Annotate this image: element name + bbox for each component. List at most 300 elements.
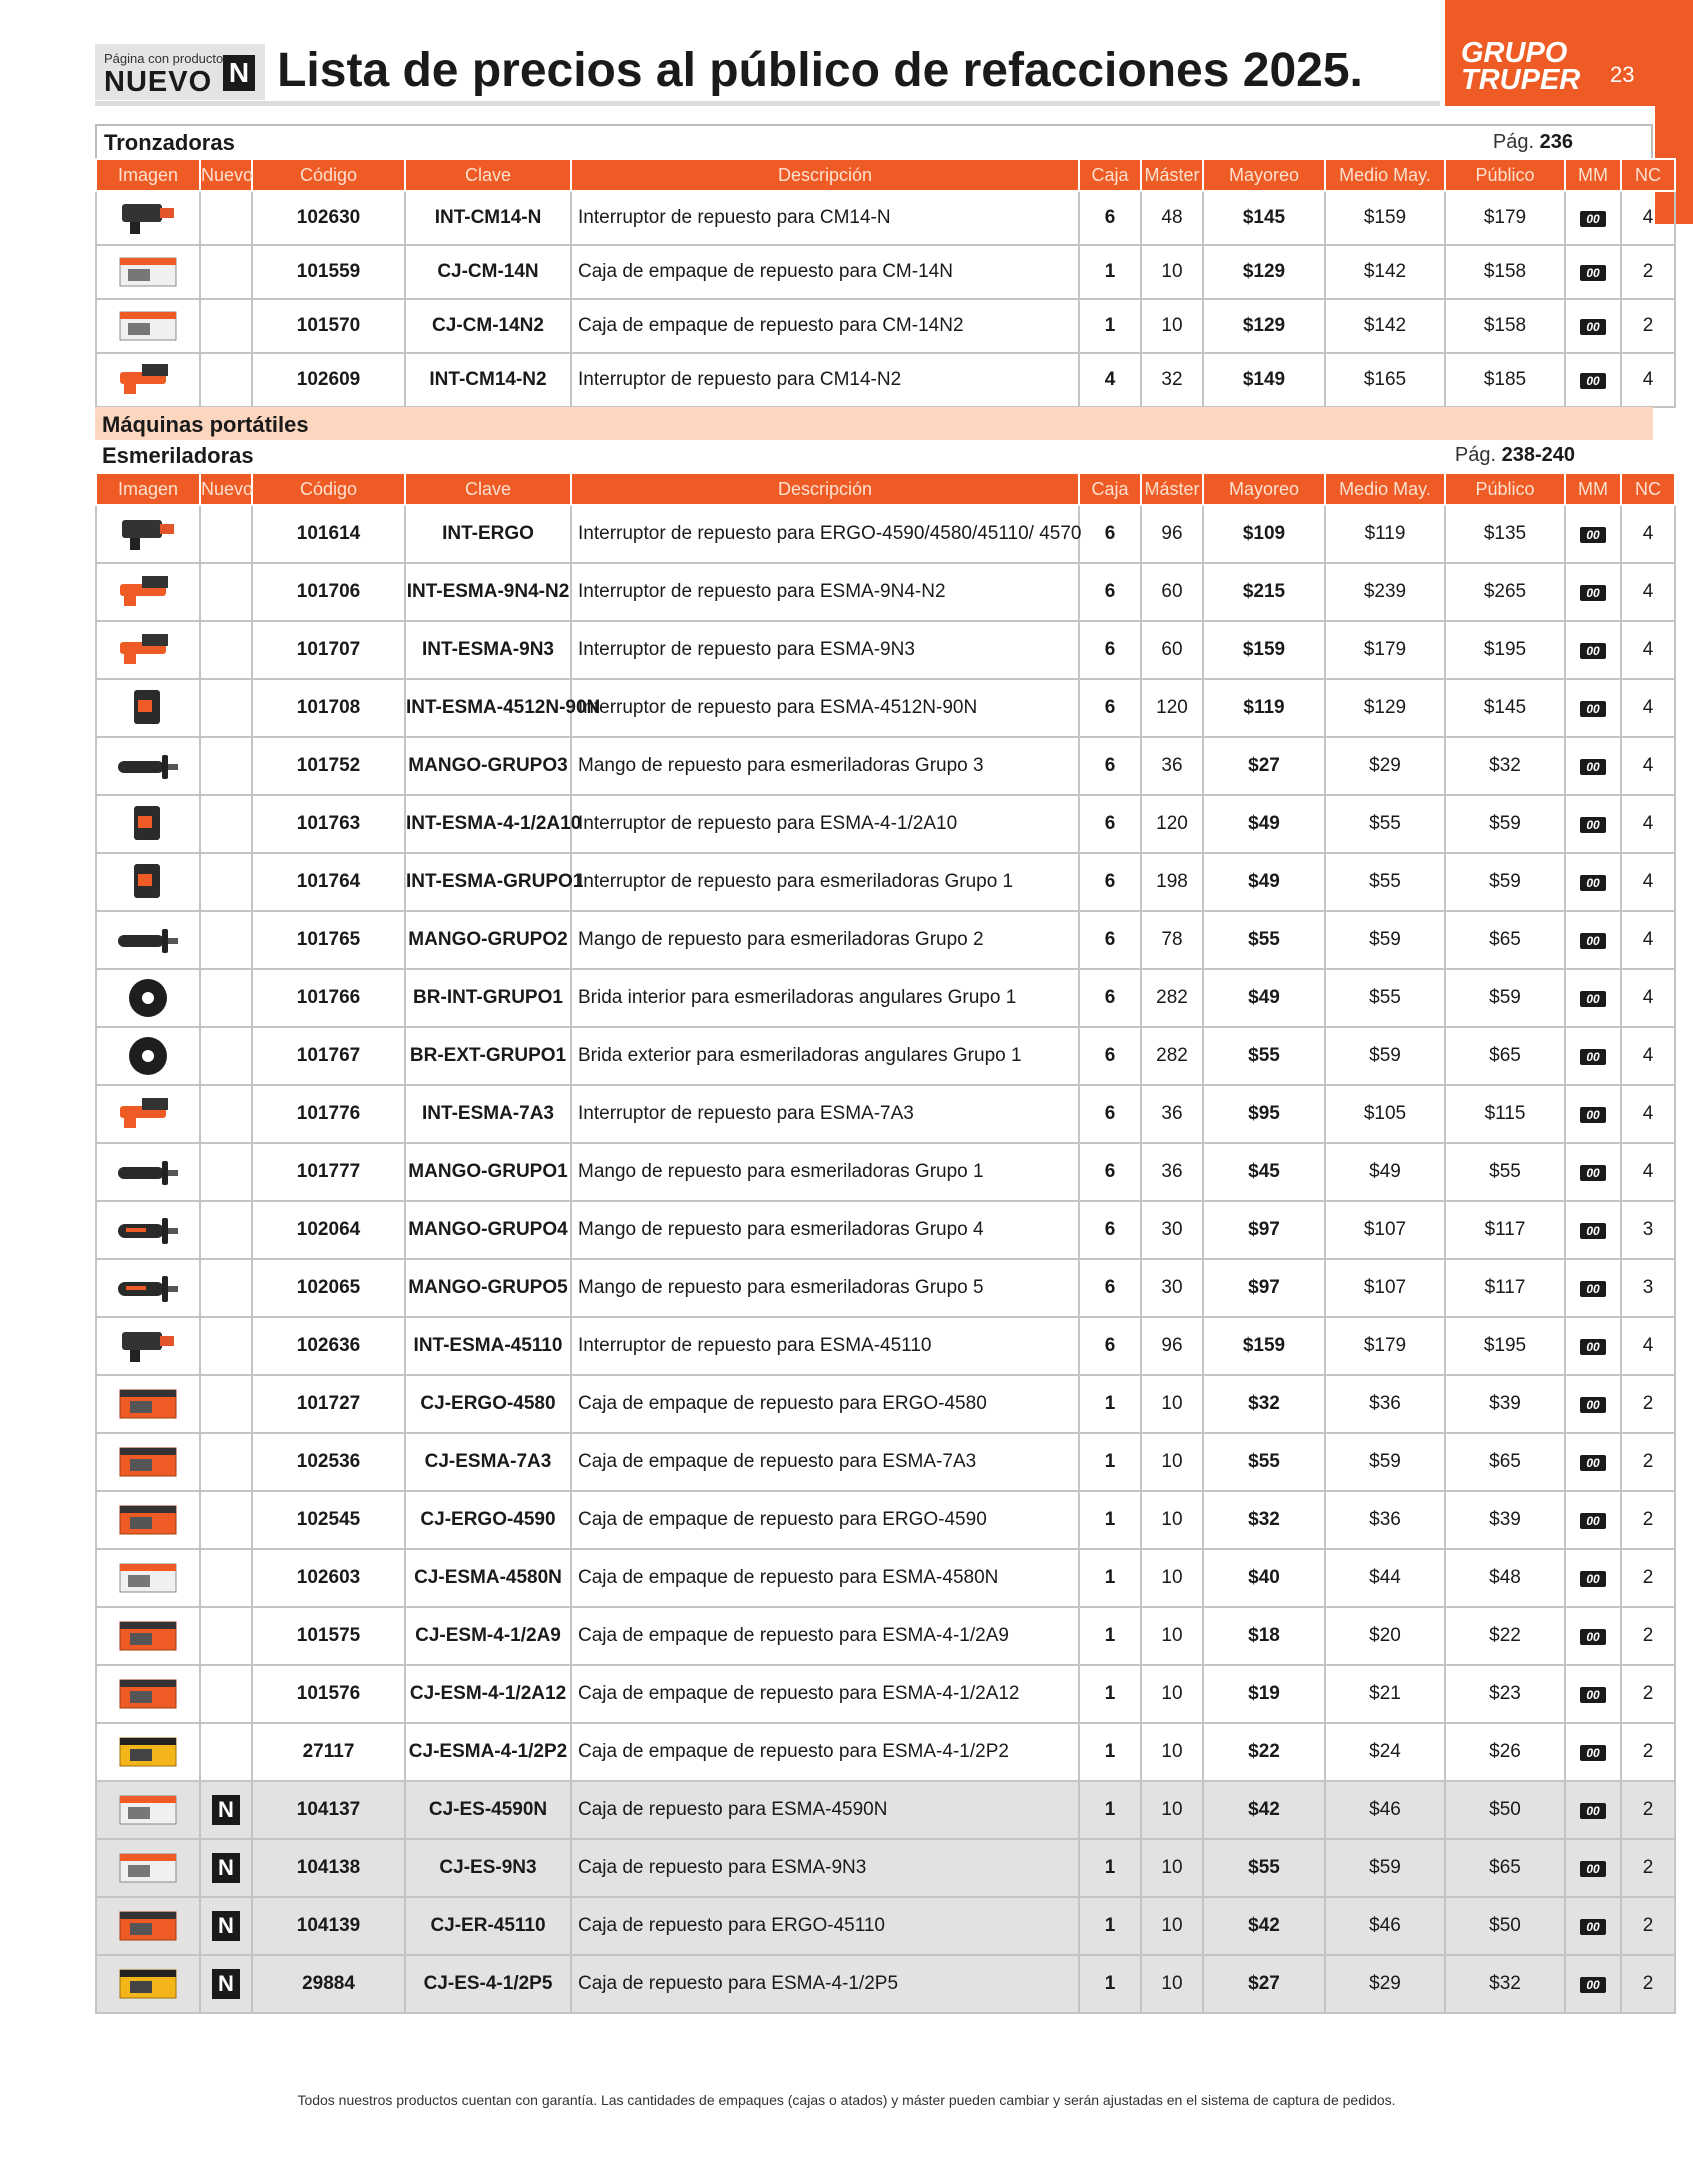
cell-mm	[1565, 853, 1621, 911]
column-header-caja: Caja	[1079, 473, 1141, 505]
cell-master: 10	[1141, 1839, 1203, 1897]
cell-mayoreo: $19	[1203, 1665, 1325, 1723]
cell-nuevo	[200, 245, 252, 299]
column-header-publico: Público	[1445, 473, 1565, 505]
cell-mayoreo: $22	[1203, 1723, 1325, 1781]
cell-desc: Interruptor de repuesto para ESMA-4-1/2A10	[571, 795, 1079, 853]
cell-desc: Brida exterior para esmeriladoras angulares Grupo 1	[571, 1027, 1079, 1085]
cell-nuevo	[200, 911, 252, 969]
cell-desc: Caja de empaque de repuesto para ERGO-4580	[571, 1375, 1079, 1433]
badge-letter: N	[223, 55, 255, 91]
column-header-img: Imagen	[96, 473, 200, 505]
brand-block	[1445, 0, 1693, 106]
table-row	[96, 679, 1675, 737]
mm-badge-icon: 00	[1580, 933, 1606, 949]
cell-mayoreo: $32	[1203, 1491, 1325, 1549]
mm-badge-icon: 00	[1580, 1165, 1606, 1181]
mm-badge-icon: 00	[1580, 265, 1606, 281]
mm-badge-icon: 00	[1580, 1049, 1606, 1065]
cell-nc: 2	[1621, 1897, 1675, 1955]
cell-caja: 6	[1079, 1027, 1141, 1085]
cell-caja: 1	[1079, 1491, 1141, 1549]
mm-badge-icon: 00	[1580, 1455, 1606, 1471]
cell-publico: $158	[1445, 299, 1565, 353]
cell-publico: $59	[1445, 795, 1565, 853]
cell-caja: 6	[1079, 969, 1141, 1027]
cell-clave: MANGO-GRUPO5	[405, 1259, 571, 1317]
cell-medio: $179	[1325, 1317, 1445, 1375]
cell-medio: $44	[1325, 1549, 1445, 1607]
cell-mayoreo: $149	[1203, 353, 1325, 407]
cell-publico: $59	[1445, 853, 1565, 911]
cell-caja: 1	[1079, 245, 1141, 299]
product-thumbnail	[96, 1143, 200, 1201]
cell-nc: 4	[1621, 679, 1675, 737]
cell-nc: 4	[1621, 621, 1675, 679]
cell-mayoreo: $40	[1203, 1549, 1325, 1607]
cell-clave: MANGO-GRUPO1	[405, 1143, 571, 1201]
cell-codigo: 102065	[252, 1259, 405, 1317]
column-header-mm: MM	[1565, 159, 1621, 191]
cell-desc: Mango de repuesto para esmeriladoras Grupo 1	[571, 1143, 1079, 1201]
cell-publico: $195	[1445, 1317, 1565, 1375]
cell-mm	[1565, 1955, 1621, 2013]
column-header-codigo: Código	[252, 473, 405, 505]
mm-badge-icon: 00	[1580, 1745, 1606, 1761]
mm-badge-icon: 00	[1580, 701, 1606, 717]
box-yellow-icon	[112, 1730, 184, 1774]
cell-nuevo	[200, 1143, 252, 1201]
cell-medio: $119	[1325, 505, 1445, 563]
box-yellow-icon	[112, 1962, 184, 2006]
mm-badge-icon: 00	[1580, 1223, 1606, 1239]
cell-master: 60	[1141, 563, 1203, 621]
cell-nc: 2	[1621, 1665, 1675, 1723]
table-row	[96, 1317, 1675, 1375]
cell-publico: $26	[1445, 1723, 1565, 1781]
cell-caja: 1	[1079, 1955, 1141, 2013]
table-row	[96, 911, 1675, 969]
price-table-tronzadoras	[95, 158, 1676, 408]
cell-caja: 6	[1079, 1259, 1141, 1317]
cell-medio: $24	[1325, 1723, 1445, 1781]
box-orange-icon	[112, 1498, 184, 1542]
brand-line2: TRUPER	[1461, 64, 1581, 96]
column-header-medio: Medio May.	[1325, 473, 1445, 505]
cell-clave: INT-ESMA-9N3	[405, 621, 571, 679]
product-thumbnail	[96, 1781, 200, 1839]
cell-nuevo	[200, 737, 252, 795]
cell-nc: 4	[1621, 1317, 1675, 1375]
cell-nc: 4	[1621, 1143, 1675, 1201]
cell-nuevo	[200, 1201, 252, 1259]
cell-caja: 1	[1079, 1433, 1141, 1491]
cell-mayoreo: $42	[1203, 1897, 1325, 1955]
cell-clave: CJ-ES-4590N	[405, 1781, 571, 1839]
cell-nc: 2	[1621, 1955, 1675, 2013]
cell-publico: $59	[1445, 969, 1565, 1027]
handle-orange-icon	[112, 1266, 184, 1310]
cell-nuevo	[200, 1839, 252, 1897]
cell-medio: $142	[1325, 245, 1445, 299]
cell-medio: $36	[1325, 1375, 1445, 1433]
cell-nuevo	[200, 353, 252, 407]
cell-nc: 4	[1621, 505, 1675, 563]
switch-icon	[112, 512, 184, 556]
product-thumbnail	[96, 1897, 200, 1955]
cell-mayoreo: $55	[1203, 1433, 1325, 1491]
cell-medio: $107	[1325, 1201, 1445, 1259]
cell-medio: $129	[1325, 679, 1445, 737]
cell-master: 10	[1141, 1781, 1203, 1839]
cell-medio: $59	[1325, 1433, 1445, 1491]
cell-nuevo	[200, 299, 252, 353]
cell-caja: 1	[1079, 299, 1141, 353]
cell-clave: INT-ESMA-45110	[405, 1317, 571, 1375]
cell-nc: 2	[1621, 1433, 1675, 1491]
cell-desc: Caja de empaque de repuesto para CM-14N	[571, 245, 1079, 299]
box-white-icon	[112, 304, 184, 348]
column-header-clave: Clave	[405, 159, 571, 191]
cell-master: 60	[1141, 621, 1203, 679]
section-title: Tronzadoras	[104, 130, 235, 155]
cell-mm	[1565, 737, 1621, 795]
cell-clave: MANGO-GRUPO2	[405, 911, 571, 969]
cell-caja: 1	[1079, 1549, 1141, 1607]
cell-codigo: 29884	[252, 1955, 405, 2013]
cell-mm	[1565, 1723, 1621, 1781]
switch-icon	[112, 196, 184, 240]
cell-clave: INT-CM14-N2	[405, 353, 571, 407]
cell-desc: Interruptor de repuesto para ESMA-4512N-90N	[571, 679, 1079, 737]
cell-publico: $22	[1445, 1607, 1565, 1665]
cell-desc: Caja de empaque de repuesto para ESMA-7A3	[571, 1433, 1079, 1491]
cell-codigo: 102609	[252, 353, 405, 407]
cell-mayoreo: $45	[1203, 1143, 1325, 1201]
cell-publico: $39	[1445, 1375, 1565, 1433]
cell-caja: 6	[1079, 853, 1141, 911]
cell-codigo: 102630	[252, 191, 405, 245]
cell-clave: CJ-ES-4-1/2P5	[405, 1955, 571, 2013]
cell-mm	[1565, 1607, 1621, 1665]
cell-mayoreo: $97	[1203, 1201, 1325, 1259]
cell-codigo: 101763	[252, 795, 405, 853]
cell-codigo: 102545	[252, 1491, 405, 1549]
cell-nuevo	[200, 969, 252, 1027]
cell-mm	[1565, 299, 1621, 353]
table-header-row	[96, 473, 1675, 505]
column-header-desc: Descripción	[571, 159, 1079, 191]
switch-orange-icon	[112, 570, 184, 614]
cell-caja: 6	[1079, 621, 1141, 679]
cell-medio: $107	[1325, 1259, 1445, 1317]
cell-caja: 6	[1079, 679, 1141, 737]
cell-nuevo	[200, 1607, 252, 1665]
cell-master: 48	[1141, 191, 1203, 245]
column-header-publico: Público	[1445, 159, 1565, 191]
cell-master: 10	[1141, 1607, 1203, 1665]
product-thumbnail	[96, 1607, 200, 1665]
cell-codigo: 101765	[252, 911, 405, 969]
box-white-icon	[112, 250, 184, 294]
cell-mayoreo: $27	[1203, 1955, 1325, 2013]
cell-nuevo	[200, 1027, 252, 1085]
nuevo-badge	[95, 44, 265, 100]
column-header-mayoreo: Mayoreo	[1203, 473, 1325, 505]
cell-clave: CJ-CM-14N2	[405, 299, 571, 353]
column-header-master: Máster	[1141, 473, 1203, 505]
cell-caja: 1	[1079, 1665, 1141, 1723]
cell-mm	[1565, 969, 1621, 1027]
cell-master: 96	[1141, 1317, 1203, 1375]
switch-block-icon	[112, 860, 184, 904]
column-header-nc: NC	[1621, 473, 1675, 505]
cell-master: 10	[1141, 1491, 1203, 1549]
brand-logo	[1461, 37, 1581, 96]
cell-clave: CJ-ES-9N3	[405, 1839, 571, 1897]
table-row	[96, 1433, 1675, 1491]
cell-caja: 6	[1079, 737, 1141, 795]
cell-mayoreo: $97	[1203, 1259, 1325, 1317]
table-row	[96, 353, 1675, 407]
cell-nc: 4	[1621, 1027, 1675, 1085]
cell-codigo: 101614	[252, 505, 405, 563]
cell-mm	[1565, 1317, 1621, 1375]
mm-badge-icon: 00	[1580, 373, 1606, 389]
mm-badge-icon: 00	[1580, 1571, 1606, 1587]
column-header-img: Imagen	[96, 159, 200, 191]
cell-medio: $55	[1325, 795, 1445, 853]
new-product-badge: N	[212, 1969, 240, 1999]
cell-nc: 4	[1621, 969, 1675, 1027]
cell-nc: 4	[1621, 737, 1675, 795]
section-tronzadoras	[95, 124, 1653, 158]
cell-medio: $105	[1325, 1085, 1445, 1143]
cell-nc: 4	[1621, 563, 1675, 621]
product-thumbnail	[96, 1375, 200, 1433]
mm-badge-icon: 00	[1580, 1629, 1606, 1645]
cell-mm	[1565, 1259, 1621, 1317]
product-thumbnail	[96, 911, 200, 969]
cell-nc: 2	[1621, 1781, 1675, 1839]
cell-mm	[1565, 505, 1621, 563]
cell-codigo: 101766	[252, 969, 405, 1027]
cell-desc: Interruptor de repuesto para ERGO-4590/4580/45110/ 4570	[571, 505, 1079, 563]
cell-caja: 6	[1079, 1143, 1141, 1201]
mm-badge-icon: 00	[1580, 817, 1606, 833]
cell-clave: BR-INT-GRUPO1	[405, 969, 571, 1027]
cell-publico: $50	[1445, 1897, 1565, 1955]
table-row	[96, 1665, 1675, 1723]
product-thumbnail	[96, 1027, 200, 1085]
cell-mm	[1565, 1549, 1621, 1607]
cell-clave: CJ-ESMA-4-1/2P2	[405, 1723, 571, 1781]
table-row	[96, 245, 1675, 299]
cell-nuevo	[200, 505, 252, 563]
table-row	[96, 1143, 1675, 1201]
cell-master: 120	[1141, 795, 1203, 853]
cell-medio: $46	[1325, 1781, 1445, 1839]
cell-nc: 2	[1621, 1839, 1675, 1897]
cell-codigo: 104139	[252, 1897, 405, 1955]
table-row	[96, 299, 1675, 353]
cell-publico: $65	[1445, 1839, 1565, 1897]
table-row	[96, 1781, 1675, 1839]
table-row	[96, 853, 1675, 911]
cell-medio: $36	[1325, 1491, 1445, 1549]
mm-badge-icon: 00	[1580, 991, 1606, 1007]
section-page-ref: Pág. 236	[1492, 131, 1573, 153]
cell-nc: 2	[1621, 245, 1675, 299]
cell-publico: $48	[1445, 1549, 1565, 1607]
cell-desc: Caja de empaque de repuesto para CM-14N2	[571, 299, 1079, 353]
cell-master: 10	[1141, 1955, 1203, 2013]
cell-nc: 4	[1621, 795, 1675, 853]
switch-icon	[112, 1324, 184, 1368]
cell-medio: $59	[1325, 911, 1445, 969]
cell-medio: $59	[1325, 1839, 1445, 1897]
cell-medio: $20	[1325, 1607, 1445, 1665]
section-esmeriladoras	[95, 440, 1653, 472]
cell-codigo: 101708	[252, 679, 405, 737]
cell-codigo: 101777	[252, 1143, 405, 1201]
mm-badge-icon: 00	[1580, 211, 1606, 227]
cell-master: 282	[1141, 1027, 1203, 1085]
column-header-nuevo: Nuevo	[200, 159, 252, 191]
cell-desc: Interruptor de repuesto para ESMA-7A3	[571, 1085, 1079, 1143]
cell-mm	[1565, 621, 1621, 679]
table-row	[96, 1839, 1675, 1897]
cell-medio: $49	[1325, 1143, 1445, 1201]
cell-medio: $46	[1325, 1897, 1445, 1955]
cell-nuevo	[200, 1955, 252, 2013]
cell-desc: Mango de repuesto para esmeriladoras Grupo 3	[571, 737, 1079, 795]
cell-clave: CJ-CM-14N	[405, 245, 571, 299]
cell-desc: Mango de repuesto para esmeriladoras Grupo 4	[571, 1201, 1079, 1259]
table-row	[96, 1085, 1675, 1143]
cell-desc: Caja de repuesto para ERGO-45110	[571, 1897, 1079, 1955]
cell-master: 32	[1141, 353, 1203, 407]
cell-caja: 6	[1079, 505, 1141, 563]
cell-master: 36	[1141, 1085, 1203, 1143]
cell-mm	[1565, 679, 1621, 737]
cell-nc: 2	[1621, 1375, 1675, 1433]
box-white-icon	[112, 1556, 184, 1600]
cell-medio: $21	[1325, 1665, 1445, 1723]
flange-icon	[112, 1034, 184, 1078]
cell-clave: MANGO-GRUPO3	[405, 737, 571, 795]
cell-master: 78	[1141, 911, 1203, 969]
cell-clave: CJ-ERGO-4580	[405, 1375, 571, 1433]
product-thumbnail	[96, 1433, 200, 1491]
cell-master: 120	[1141, 679, 1203, 737]
cell-mayoreo: $55	[1203, 911, 1325, 969]
switch-orange-icon	[112, 628, 184, 672]
cell-caja: 4	[1079, 353, 1141, 407]
cell-nuevo	[200, 1549, 252, 1607]
cell-desc: Caja de empaque de repuesto para ESMA-4580N	[571, 1549, 1079, 1607]
product-thumbnail	[96, 191, 200, 245]
cell-mm	[1565, 245, 1621, 299]
new-product-badge: N	[212, 1853, 240, 1883]
cell-master: 36	[1141, 737, 1203, 795]
cell-medio: $239	[1325, 563, 1445, 621]
cell-master: 96	[1141, 505, 1203, 563]
product-thumbnail	[96, 853, 200, 911]
switch-block-icon	[112, 802, 184, 846]
cell-mm	[1565, 353, 1621, 407]
cell-codigo: 27117	[252, 1723, 405, 1781]
product-thumbnail	[96, 1955, 200, 2013]
cell-mayoreo: $55	[1203, 1027, 1325, 1085]
cell-clave: MANGO-GRUPO4	[405, 1201, 571, 1259]
table-row	[96, 563, 1675, 621]
product-thumbnail	[96, 969, 200, 1027]
cell-clave: CJ-ESM-4-1/2A9	[405, 1607, 571, 1665]
cell-publico: $117	[1445, 1259, 1565, 1317]
cell-clave: INT-ERGO	[405, 505, 571, 563]
cell-codigo: 101764	[252, 853, 405, 911]
mm-badge-icon: 00	[1580, 1107, 1606, 1123]
cell-nc: 3	[1621, 1259, 1675, 1317]
column-header-medio: Medio May.	[1325, 159, 1445, 191]
mm-badge-icon: 00	[1580, 319, 1606, 335]
cell-medio: $59	[1325, 1027, 1445, 1085]
cell-master: 30	[1141, 1259, 1203, 1317]
cell-desc: Mango de repuesto para esmeriladoras Grupo 5	[571, 1259, 1079, 1317]
cell-caja: 6	[1079, 1201, 1141, 1259]
mm-badge-icon: 00	[1580, 759, 1606, 775]
mm-badge-icon: 00	[1580, 875, 1606, 891]
cell-codigo: 101776	[252, 1085, 405, 1143]
cell-publico: $158	[1445, 245, 1565, 299]
cell-codigo: 104137	[252, 1781, 405, 1839]
cell-codigo: 102603	[252, 1549, 405, 1607]
cell-clave: CJ-ESMA-4580N	[405, 1549, 571, 1607]
cell-nuevo	[200, 1259, 252, 1317]
cell-mm	[1565, 1781, 1621, 1839]
cell-mm	[1565, 911, 1621, 969]
cell-nc: 4	[1621, 353, 1675, 407]
column-header-master: Máster	[1141, 159, 1203, 191]
table-row	[96, 795, 1675, 853]
cell-mm	[1565, 1491, 1621, 1549]
cell-mayoreo: $119	[1203, 679, 1325, 737]
cell-desc: Caja de empaque de repuesto para ESMA-4-1/2P2	[571, 1723, 1079, 1781]
cell-mayoreo: $55	[1203, 1839, 1325, 1897]
cell-clave: CJ-ESM-4-1/2A12	[405, 1665, 571, 1723]
cell-master: 10	[1141, 1723, 1203, 1781]
cell-mm	[1565, 1201, 1621, 1259]
cell-caja: 1	[1079, 1897, 1141, 1955]
cell-medio: $29	[1325, 1955, 1445, 2013]
cell-nc: 2	[1621, 1491, 1675, 1549]
column-header-mayoreo: Mayoreo	[1203, 159, 1325, 191]
cell-nuevo	[200, 1491, 252, 1549]
cell-desc: Interruptor de repuesto para CM14-N	[571, 191, 1079, 245]
cell-medio: $159	[1325, 191, 1445, 245]
table-row	[96, 1897, 1675, 1955]
cell-nc: 2	[1621, 1549, 1675, 1607]
cell-mm	[1565, 1433, 1621, 1491]
cell-nuevo	[200, 1665, 252, 1723]
cell-codigo: 104138	[252, 1839, 405, 1897]
cell-publico: $65	[1445, 911, 1565, 969]
cell-desc: Interruptor de repuesto para ESMA-45110	[571, 1317, 1079, 1375]
cell-master: 10	[1141, 1897, 1203, 1955]
cell-mm	[1565, 1375, 1621, 1433]
cell-master: 30	[1141, 1201, 1203, 1259]
